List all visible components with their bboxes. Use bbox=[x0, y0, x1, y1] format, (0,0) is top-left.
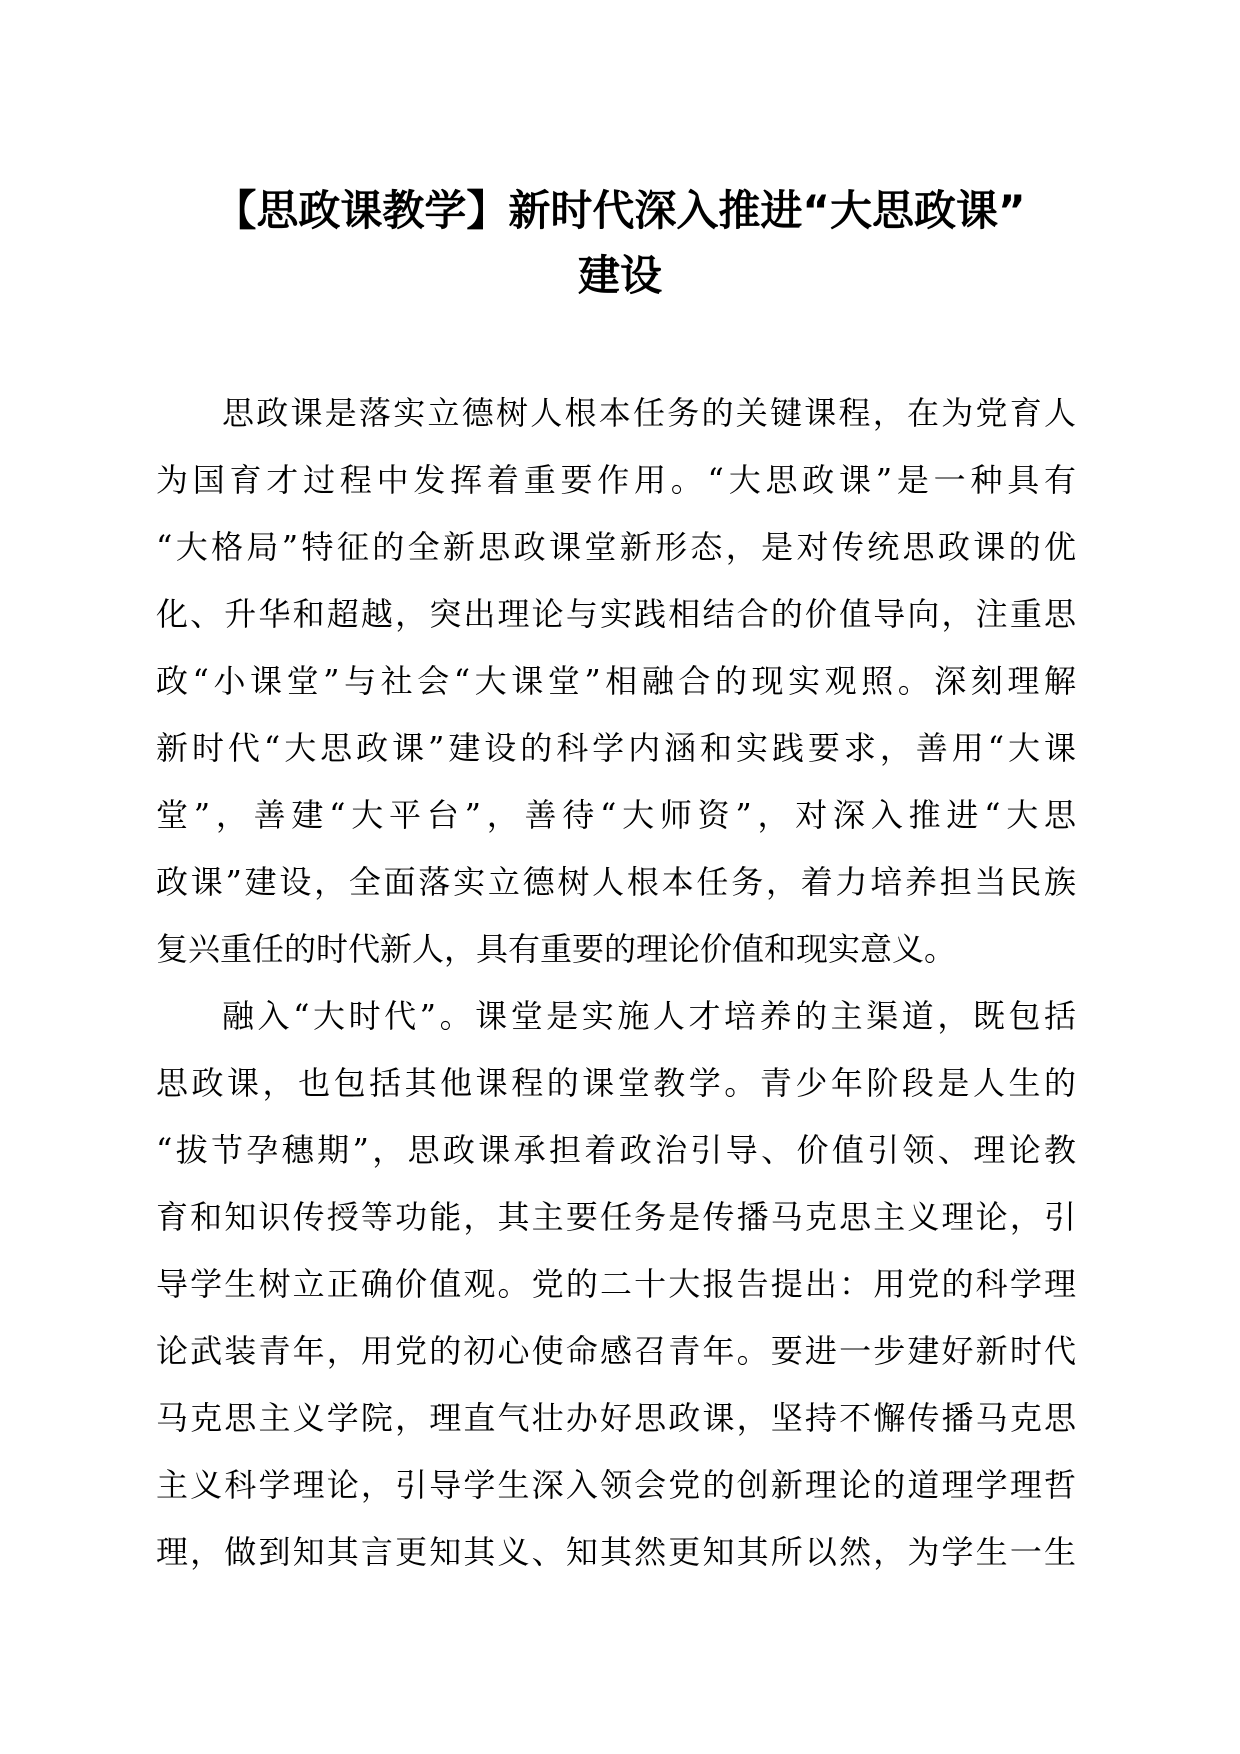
body-line: 政课”建设，全面落实立德树人根本任务，着力培养担当民族 bbox=[156, 863, 1076, 901]
body-line: 堂”，善建“大平台”，善待“大师资”，对深入推进“大思 bbox=[156, 796, 1076, 834]
body-line: 融入“大时代”。课堂是实施人才培养的主渠道，既包括 bbox=[222, 997, 1076, 1035]
body-line: 马克思主义学院，理直气壮办好思政课，坚持不懈传播马克思 bbox=[156, 1399, 1076, 1437]
body-line: 新时代“大思政课”建设的科学内涵和实践要求，善用“大课 bbox=[156, 729, 1076, 767]
body-line: 化、升华和超越，突出理论与实践相结合的价值导向，注重思 bbox=[156, 595, 1076, 633]
body-line: 理，做到知其言更知其义、知其然更知其所以然，为学生一生 bbox=[156, 1533, 1076, 1571]
body-line: “大格局”特征的全新思政课堂新形态，是对传统思政课的优 bbox=[156, 528, 1076, 566]
body-line: 主义科学理论，引导学生深入领会党的创新理论的道理学理哲 bbox=[156, 1466, 1076, 1504]
body-line: “拔节孕穗期”，思政课承担着政治引导、价值引领、理论教 bbox=[156, 1131, 1076, 1169]
body-line: 论武装青年，用党的初心使命感召青年。要进一步建好新时代 bbox=[156, 1332, 1076, 1370]
body-line: 思政课，也包括其他课程的课堂教学。青少年阶段是人生的 bbox=[156, 1064, 1076, 1102]
title-line: 建设 bbox=[577, 251, 662, 300]
body-line: 导学生树立正确价值观。党的二十大报告提出：用党的科学理 bbox=[156, 1265, 1076, 1303]
title-line: 【思政课教学】新时代深入推进“大思政课” bbox=[214, 186, 1026, 235]
body-line: 政“小课堂”与社会“大课堂”相融合的现实观照。深刻理解 bbox=[156, 662, 1076, 700]
document-title bbox=[150, 178, 1090, 308]
body-line: 育和知识传授等功能，其主要任务是传播马克思主义理论，引 bbox=[156, 1198, 1076, 1236]
document-body bbox=[156, 380, 1076, 1586]
body-line: 复兴重任的时代新人，具有重要的理论价值和现实意义。 bbox=[156, 930, 957, 968]
body-line: 为国育才过程中发挥着重要作用。“大思政课”是一种具有 bbox=[156, 461, 1076, 499]
body-line: 思政课是落实立德树人根本任务的关键课程，在为党育人 bbox=[222, 394, 1076, 432]
